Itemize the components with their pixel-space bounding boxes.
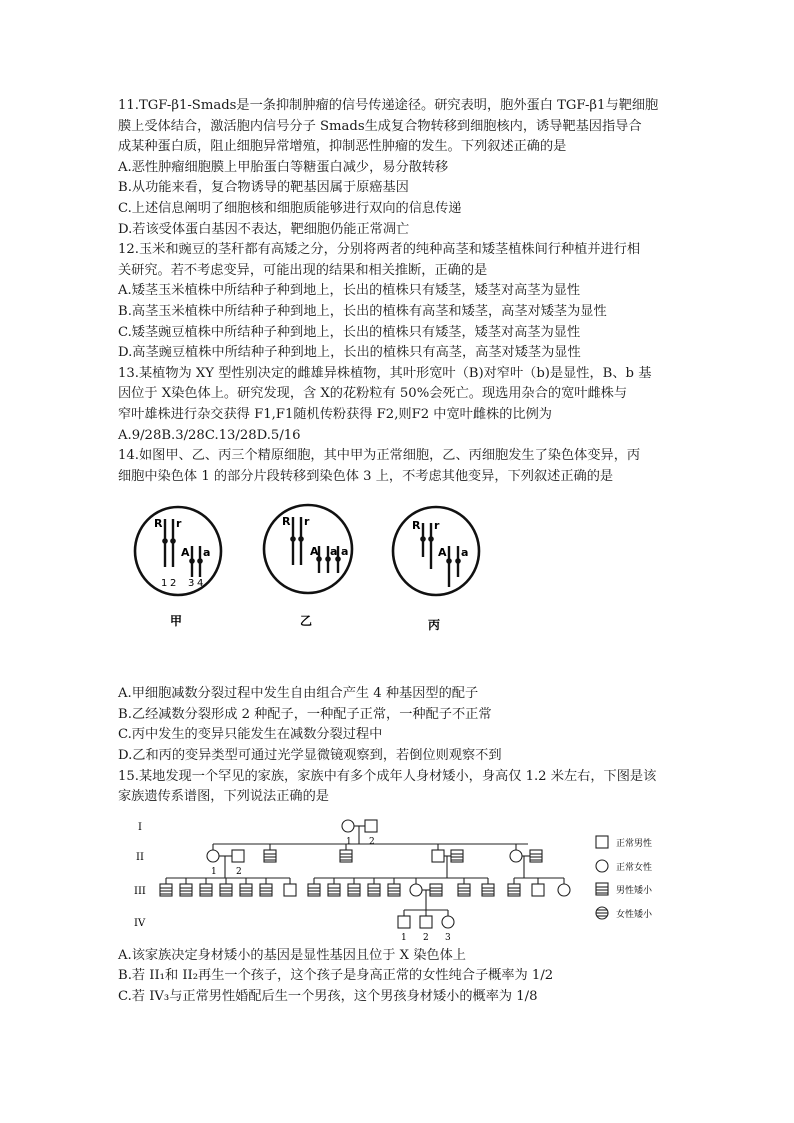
individual-number: 2 xyxy=(369,836,375,847)
q14-option-a: A.甲细胞减数分裂过程中发生自由组合产生 4 种基因型的配子 xyxy=(118,686,479,702)
chromosome-number: 1 xyxy=(161,578,168,590)
q11-option-c: C.上述信息阐明了细胞核和细胞质能够进行双向的信息传递 xyxy=(118,200,462,216)
gene-label: a xyxy=(330,545,338,559)
normal-male xyxy=(532,884,544,896)
q15-option-b: B.若 II₁和 II₂再生一个孩子，这个孩子是身高正常的女性纯合子概率为 1/2 xyxy=(118,968,554,984)
chromosome-number: 2 xyxy=(170,578,177,590)
normal-female xyxy=(510,850,522,862)
pedigree-chart xyxy=(118,814,678,946)
q12-option-a: A.矮茎玉米植株中所结种子种到地上，长出的植株只有矮茎，矮茎对高茎为显性 xyxy=(118,283,581,299)
chromosome-number: 4 xyxy=(197,578,204,590)
q13-stem-line: 窄叶雄株进行杂交获得 F1,F1随机传粉获得 F2,则F2 中宽叶雌株的比例为 xyxy=(118,406,552,422)
centromere xyxy=(170,538,176,544)
individual-number: 2 xyxy=(423,932,429,943)
q14-option-b: B.乙经减数分裂形成 2 种配子，一种配子正常，一种配子不正常 xyxy=(118,706,492,722)
gene-label: r xyxy=(304,515,310,529)
question-12 xyxy=(118,240,678,364)
q13-options: A.9/28B.3/28C.13/28D.5/16 xyxy=(118,427,301,443)
cell-name: 丙 xyxy=(428,618,441,633)
q14-option-d: D.乙和丙的变异类型可通过光学显微镜观察到，若倒位则观察不到 xyxy=(118,748,502,764)
normal-female xyxy=(442,916,454,928)
generation-label: II xyxy=(136,851,144,863)
q12-option-c: C.矮茎豌豆植株中所结种子种到地上，长出的植株只有矮茎，矮茎对高茎为显性 xyxy=(118,324,581,340)
normal-male xyxy=(365,820,377,832)
normal-female xyxy=(342,820,354,832)
gene-label: A xyxy=(181,546,190,560)
normal-male xyxy=(284,884,296,896)
legend-label: 正常男性 xyxy=(616,838,653,849)
q12-stem-line: 12.玉米和豌豆的茎秆都有高矮之分，分别将两者的纯种高茎和矮茎植株间行种植并进行相 xyxy=(118,242,641,258)
legend-label: 正常女性 xyxy=(616,862,653,873)
normal-female xyxy=(558,884,570,896)
q11-stem-line: 成某种蛋白质，阻止细胞异常增殖，抑制恶性肿瘤的发生。下列叙述正确的是 xyxy=(118,139,567,155)
normal-female xyxy=(410,884,422,896)
gene-label: r xyxy=(176,517,182,531)
generation-label: I xyxy=(138,821,142,833)
q14-stem-line: 细胞中染色体 1 的部分片段转移到染色体 3 上，不考虑其他变异，下列叙述正确的是 xyxy=(118,468,614,484)
exam-page xyxy=(118,96,678,1008)
gene-label: r xyxy=(434,519,440,533)
chromosome-figure xyxy=(118,501,518,641)
q15-option-c: C.若 IV₃与正常男性婚配后生一个男孩，这个男孩身材矮小的概率为 1/8 xyxy=(118,989,538,1005)
legend-normal-male-symbol xyxy=(596,836,608,848)
q15-option-a: A.该家族决定身材矮小的基因是显性基因且位于 X 染色体上 xyxy=(118,947,466,963)
cell-bing xyxy=(393,507,479,632)
gene-label: A xyxy=(310,545,319,559)
q11-stem-line: 11.TGF-β1-Smads是一条抑制肿瘤的信号传递途径。研究表明，胞外蛋白 TGF-β1与靶细胞 xyxy=(118,98,659,113)
question-15 xyxy=(118,767,678,1008)
question-14 xyxy=(118,446,678,767)
q11-option-d: D.若该受体蛋白基因不表达，靶细胞仍能正常凋亡 xyxy=(118,221,410,237)
gene-label: R xyxy=(412,519,421,533)
gene-label: a xyxy=(461,546,469,560)
q14-option-c: C.丙中发生的变异只能发生在减数分裂过程中 xyxy=(118,727,383,743)
question-11 xyxy=(118,96,678,240)
gene-label: R xyxy=(282,515,291,529)
q15-stem-line: 家族遗传系谱图，下列说法正确的是 xyxy=(118,789,329,805)
cell-name: 乙 xyxy=(300,614,313,629)
normal-male xyxy=(398,916,410,928)
centromere xyxy=(428,536,434,542)
gene-label: R xyxy=(154,517,163,531)
individual-number: 1 xyxy=(211,866,217,877)
q14-stem-line: 14.如图甲、乙、丙三个精原细胞，其中甲为正常细胞，乙、丙细胞发生了染色体变异，丙 xyxy=(118,448,641,464)
q11-stem-line: 膜上受体结合，激活胞内信号分子 Smads生成复合物转移到细胞核内，诱导靶基因指导合 xyxy=(118,118,642,134)
individual-number: 1 xyxy=(401,932,407,943)
cell-yi xyxy=(264,505,352,628)
centromere xyxy=(420,536,426,542)
normal-female xyxy=(207,850,219,862)
legend-normal-female-symbol xyxy=(596,860,608,872)
q13-stem-line: 因位于 X染色体上。研究发现，含 X的花粉粒有 50%会死亡。现选用杂合的宽叶雌株与 xyxy=(118,386,628,402)
centromere xyxy=(290,536,296,542)
individual-number: 3 xyxy=(445,932,451,943)
centromere xyxy=(446,558,452,564)
q12-option-d: D.高茎豌豆植株中所结种子种到地上，长出的植株只有高茎，高茎对矮茎为显性 xyxy=(118,345,581,361)
q15-stem-line: 15.某地发现一个罕见的家族，家族中有多个成年人身材矮小，身高仅 1.2 米左右，下图是该 xyxy=(118,768,657,784)
cell-jia xyxy=(135,507,221,628)
centromere xyxy=(189,558,195,564)
normal-male xyxy=(420,916,432,928)
legend-label: 男性矮小 xyxy=(616,885,653,896)
normal-male xyxy=(432,850,444,862)
chromosome-number: 3 xyxy=(188,578,195,590)
centromere xyxy=(298,536,304,542)
generation-label: III xyxy=(134,885,146,897)
individual-number: 1 xyxy=(346,836,352,847)
normal-male xyxy=(232,850,244,862)
centromere xyxy=(455,558,461,564)
q13-stem-line: 13.某植物为 XY 型性别决定的雌雄异株植物，其叶形宽叶（B)对窄叶（b)是显性，B、b 基 xyxy=(118,365,652,381)
gene-label: a xyxy=(203,546,211,560)
cell-name: 甲 xyxy=(170,614,183,629)
q12-stem-line: 关研究。若不考虑变异，可能出现的结果和相关推断，正确的是 xyxy=(118,262,488,278)
legend-label: 女性矮小 xyxy=(616,909,653,920)
question-13 xyxy=(118,364,678,446)
gene-label: a xyxy=(341,545,349,559)
q11-option-b: B.从功能来看，复合物诱导的靶基因属于原癌基因 xyxy=(118,180,409,196)
centromere xyxy=(197,558,203,564)
q12-option-b: B.高茎玉米植株中所结种子种到地上，长出的植株有高茎和矮茎，高茎对矮茎为显性 xyxy=(118,303,607,319)
centromere xyxy=(162,538,168,544)
generation-label: IV xyxy=(134,917,146,929)
gene-label: A xyxy=(438,546,447,560)
individual-number: 2 xyxy=(236,866,242,877)
q11-option-a: A.恶性肿瘤细胞膜上甲胎蛋白等糖蛋白减少，易分散转移 xyxy=(118,159,449,175)
